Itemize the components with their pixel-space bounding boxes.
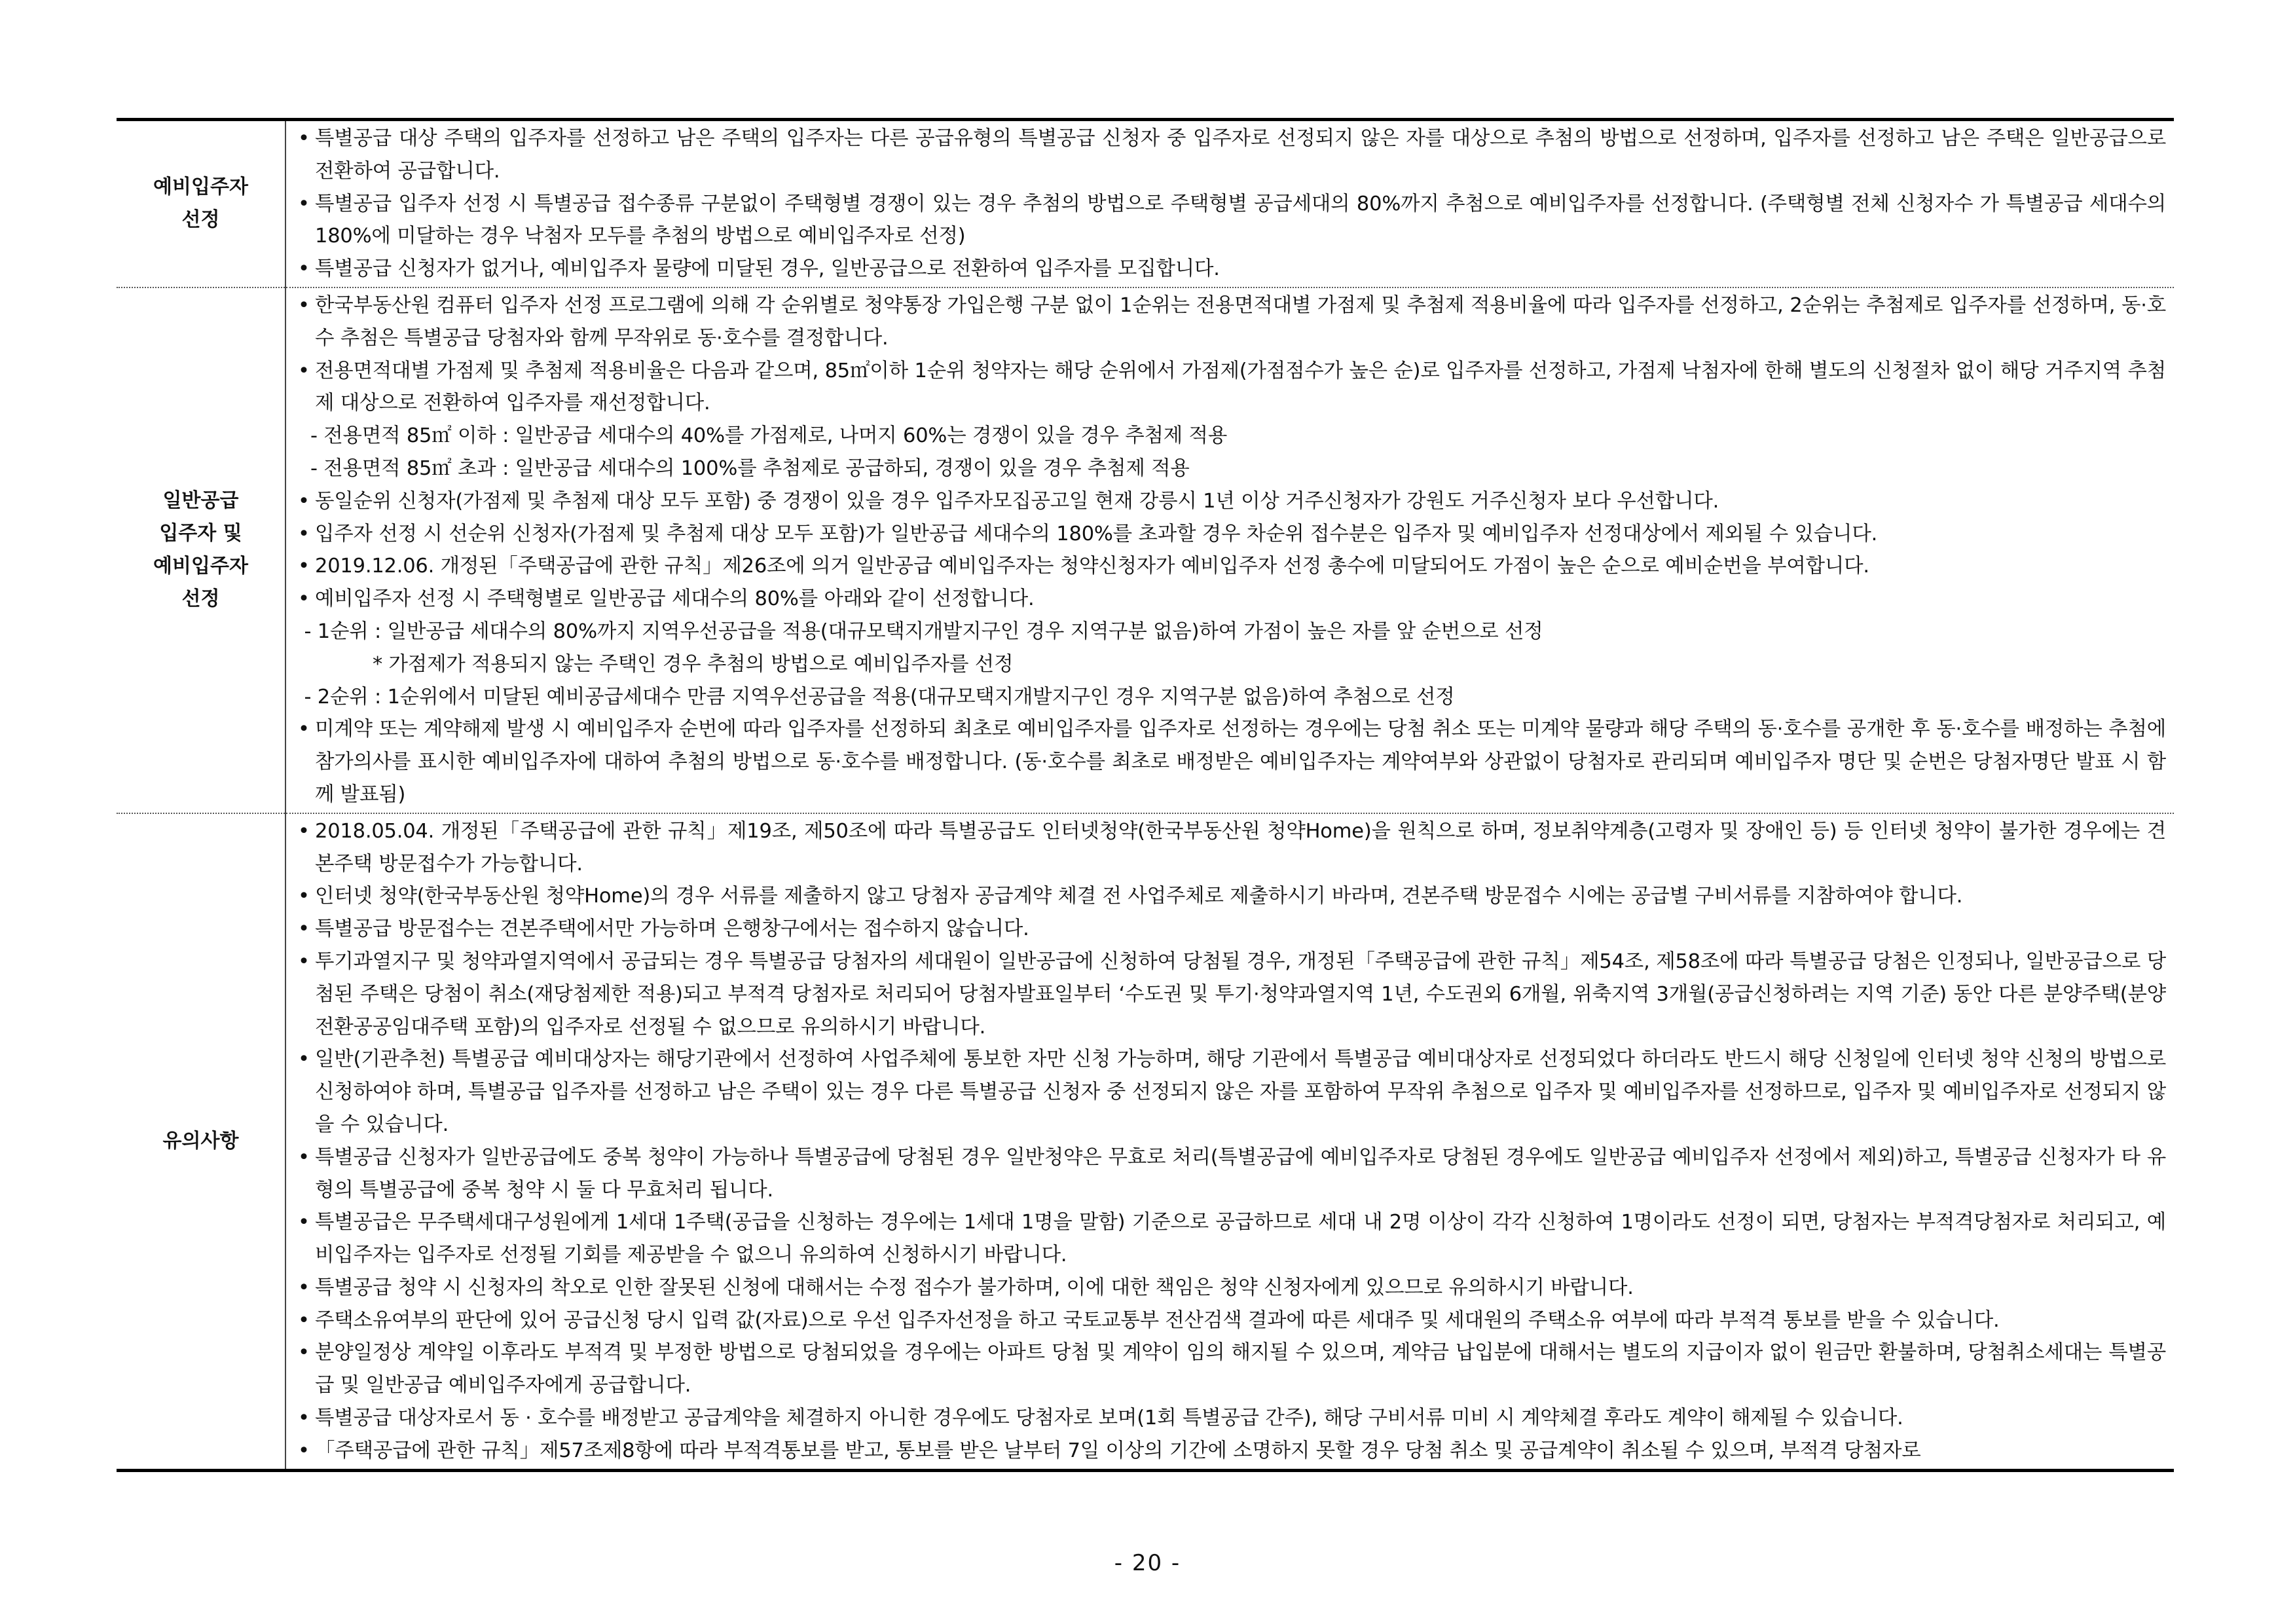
list-item	[298, 1043, 2166, 1141]
label-line: 일반공급	[162, 489, 239, 513]
list-item	[298, 518, 2166, 551]
sub-item: - 전용면적 85㎡ 이하 : 일반공급 세대수의 40%를 가점제로, 나머지 60%는 경쟁이 있을 경우 추첨제 적용	[298, 424, 1228, 448]
bullet-icon: •	[298, 555, 310, 578]
bullet-icon: •	[298, 257, 310, 281]
row-label-general	[117, 287, 285, 813]
list-item	[298, 1141, 2166, 1207]
list-item	[298, 1337, 2166, 1402]
list-item	[298, 122, 2166, 188]
bullet-icon: •	[298, 127, 310, 150]
row-reserve-selection	[117, 120, 2174, 287]
list-item	[298, 550, 2166, 583]
bullet-icon: •	[298, 522, 310, 545]
row-general-selection	[117, 287, 2174, 813]
list-item	[298, 946, 2166, 1043]
label-line: 선정	[181, 587, 220, 611]
row-notes	[117, 813, 2174, 1470]
bullet-icon: •	[298, 359, 310, 382]
bullet-icon: •	[298, 917, 310, 941]
label-line: 입주자 및	[159, 522, 242, 545]
bullet-icon: •	[298, 489, 310, 513]
item-text: 특별공급 입주자 선정 시 특별공급 접수종류 구분없이 주택형별 경쟁이 있는 경우 추첨의 방법으로 주택형별 공급세대의 80%까지 추첨으로 예비입주자를 선정합니다. (주택형별 전체 신청자수 가 특별공급 세대수의 180%에 미달하는 경우 낙첨자 모두를 추첨의 방법으로 예비입주자로 선정)	[315, 192, 2166, 248]
list-item	[298, 880, 2166, 913]
row-content-general	[285, 287, 2174, 813]
item-text: 전용면적대별 가점제 및 추첨제 적용비율은 다음과 같으며, 85㎡이하 1순위 청약자는 해당 순위에서 가점제(가점점수가 높은 순)로 입주자를 선정하고, 가점제 낙첨자에 한해 별도의 신청절차 없이 해당 거주지역 추첨제 대상으로 전환하여 입주자를 재선정합니다.	[315, 359, 2166, 415]
list-item	[298, 355, 2166, 420]
item-text: 특별공급 대상자로서 동 · 호수를 배정받고 공급계약을 체결하지 아니한 경우에도 당첨자로 보며(1회 특별공급 간주), 해당 구비서류 미비 시 계약체결 후라도 계약이 해제될 수 있습니다.	[315, 1407, 1903, 1430]
item-text: 특별공급 청약 시 신청자의 착오로 인한 잘못된 신청에 대해서는 수정 접수가 불가하며, 이에 대한 책임은 청약 신청자에게 있으므로 유의하시기 바랍니다.	[315, 1276, 1634, 1299]
bullet-icon: •	[298, 1211, 310, 1234]
bullet-icon: •	[298, 1048, 310, 1071]
label-line: 선정	[181, 208, 220, 232]
label-line: 예비입주자	[153, 555, 248, 578]
sub-item: - 2순위 : 1순위에서 미달된 예비공급세대수 만큼 지역우선공급을 적용(대규모택지개발지구인 경우 지역구분 없음)하여 추첨으로 선정	[298, 685, 1455, 709]
item-text: 미계약 또는 계약해제 발생 시 예비입주자 순번에 따라 입주자를 선정하되 최초로 예비입주자를 입주자로 선정하는 경우에는 당첨 취소 또는 미계약 물량과 해당 주택의 동·호수를 공개한 후 동·호수를 배정하는 추첨에 참가의사를 표시한 예비입주자에 대하여 추첨의 방법으로 동·호수를 배정합니다. (동·호수를 최초로 배정받은 예비입주자는 계약여부와 상관없이 당첨자로 관리되며 예비입주자 명단 및 순번은 당첨자명단 발표 시 함께 발표됨)	[315, 718, 2166, 806]
item-text: 인터넷 청약(한국부동산원 청약Home)의 경우 서류를 제출하지 않고 당첨자 공급계약 체결 전 사업주체로 제출하시기 바라며, 견본주택 방문접수 시에는 공급별 구비서류를 지참하여야 합니다.	[315, 885, 1963, 908]
item-text: 특별공급 신청자가 일반공급에도 중복 청약이 가능하나 특별공급에 당첨된 경우 일반청약은 무효로 처리(특별공급에 예비입주자로 당첨된 경우에도 일반공급 예비입주자 선정에서 제외)하고, 특별공급 신청자가 타 유형의 특별공급에 중복 청약 시 둘 다 무효처리 됩니다.	[315, 1145, 2166, 1202]
sub-item: - 1순위 : 일반공급 세대수의 80%까지 지역우선공급을 적용(대규모택지개발지구인 경우 지역구분 없음)하여 가점이 높은 자를 앞 순번으로 선정	[298, 619, 1543, 643]
bullet-icon: •	[298, 293, 310, 317]
list-item	[298, 913, 2166, 946]
bullet-icon: •	[298, 950, 310, 973]
bullet-icon: •	[298, 192, 310, 215]
bullet-icon: •	[298, 1407, 310, 1430]
row-label-notes	[117, 813, 285, 1470]
item-text: 2019.12.06. 개정된「주택공급에 관한 규칙」제26조에 의거 일반공급 예비입주자는 청약신청자가 예비입주자 선정 총수에 미달되어도 가점이 높은 순으로 예비순번을 부여합니다.	[315, 555, 1869, 578]
label-line: 예비입주자	[153, 175, 248, 199]
bullet-icon: •	[298, 587, 310, 611]
list-item	[298, 253, 2166, 286]
item-text: 일반(기관추천) 특별공급 예비대상자는 해당기관에서 선정하여 사업주체에 통보한 자만 신청 가능하며, 해당 기관에서 특별공급 예비대상자로 선정되었다 하더라도 반드시 해당 신청일에 인터넷 청약 신청의 방법으로 신청하여야 하며, 특별공급 입주자를 선정하고 남은 주택이 있는 경우 다른 특별공급 신청자 중 선정되지 않은 자를 포함하여 무작위 추첨으로 입주자 및 예비입주자를 선정하므로, 입주자 및 예비입주자로 선정되지 않을 수 있습니다.	[315, 1048, 2166, 1136]
bullet-icon: •	[298, 1308, 310, 1332]
item-text: 동일순위 신청자(가점제 및 추첨제 대상 모두 포함) 중 경쟁이 있을 경우 입주자모집공고일 현재 강릉시 1년 이상 거주신청자가 강원도 거주신청자 보다 우선합니다.	[315, 489, 1719, 513]
list-item	[298, 815, 2166, 881]
bullet-icon: •	[298, 718, 310, 741]
item-text: 투기과열지구 및 청약과열지역에서 공급되는 경우 특별공급 당첨자의 세대원이 일반공급에 신청하여 당첨될 경우, 개정된「주택공급에 관한 규칙」제54조, 제58조에 따라 특별공급 당첨은 인정되나, 일반공급으로 당첨된 주택은 당첨이 취소(재당첨제한 적용)되고 부적격 당첨자로 처리되어 당첨자발표일부터 ‘수도권 및 투기·청약과열지역 1년, 수도권외 6개월, 위축지역 3개월(공급신청하려는 지역 기준) 동안 다른 분양주택(분양전환공공임대주택 포함)의 입주자로 선정될 수 없으므로 유의하시기 바랍니다.	[315, 950, 2166, 1039]
list-item	[298, 289, 2166, 355]
item-text: 입주자 선정 시 선순위 신청자(가점제 및 추첨제 대상 모두 포함)가 일반공급 세대수의 180%를 초과할 경우 차순위 접수분은 입주자 및 예비입주자 선정대상에서 제외될 수 있습니다.	[315, 522, 1878, 545]
bullet-icon: •	[298, 819, 310, 843]
item-text: 한국부동산원 컴퓨터 입주자 선정 프로그램에 의해 각 순위별로 청약통장 가입은행 구분 없이 1순위는 전용면적대별 가점제 및 추첨제 적용비율에 따라 입주자를 선정하고, 2순위는 추첨제로 입주자를 선정하며, 동·호수 추첨은 특별공급 당첨자와 함께 무작위로 동·호수를 결정합니다.	[315, 293, 2166, 350]
sub-item: * 가점제가 적용되지 않는 주택인 경우 추첨의 방법으로 예비입주자를 선정	[298, 652, 1014, 676]
item-text: 주택소유여부의 판단에 있어 공급신청 당시 입력 값(자료)으로 우선 입주자선정을 하고 국토교통부 전산검색 결과에 따른 세대주 및 세대원의 주택소유 여부에 따라 부적격 통보를 받을 수 있습니다.	[315, 1308, 2000, 1332]
bullet-icon: •	[298, 1276, 310, 1299]
item-text: 분양일정상 계약일 이후라도 부적격 및 부정한 방법으로 당첨되었을 경우에는 아파트 당첨 및 계약이 임의 해지될 수 있으며, 계약금 납입분에 대해서는 별도의 지급이자 없이 원금만 환불하며, 당첨취소세대는 특별공급 및 일반공급 예비입주자에게 공급합니다.	[315, 1341, 2166, 1397]
list-item	[298, 1272, 2166, 1304]
list-item	[298, 1304, 2166, 1337]
item-text: 특별공급 신청자가 없거나, 예비입주자 물량에 미달된 경우, 일반공급으로 전환하여 입주자를 모집합니다.	[315, 257, 1220, 281]
page-number: - 20 -	[1114, 1550, 1181, 1576]
bullet-icon: •	[298, 1341, 310, 1365]
content-table	[117, 118, 2174, 1472]
label-line: 유의사항	[162, 1129, 239, 1153]
item-text: 특별공급 방문접수는 견본주택에서만 가능하며 은행창구에서는 접수하지 않습니다.	[315, 917, 1029, 941]
item-text: 2018.05.04. 개정된「주택공급에 관한 규칙」제19조, 제50조에 따라 특별공급도 인터넷청약(한국부동산원 청약Home)을 원칙으로 하며, 정보취약계층(고령자 및 장애인 등) 등 인터넷 청약이 불가한 경우에는 견본주택 방문접수가 가능합니다.	[315, 819, 2166, 876]
list-item	[298, 1402, 2166, 1435]
list-item	[298, 713, 2166, 811]
list-item	[298, 583, 2166, 616]
item-text: 「주택공급에 관한 규칙」제57조제8항에 따라 부적격통보를 받고, 통보를 받은 날부터 7일 이상의 기간에 소명하지 못할 경우 당첨 취소 및 공급계약이 취소될 수 있으며, 부적격 당첨자로	[315, 1439, 1921, 1462]
list-item	[298, 1435, 2166, 1467]
row-content-notes	[285, 813, 2174, 1470]
list-item	[298, 188, 2166, 253]
row-label-reserve	[117, 120, 285, 287]
bullet-icon: •	[298, 1439, 310, 1462]
bullet-icon: •	[298, 885, 310, 908]
item-text: 특별공급은 무주택세대구성원에게 1세대 1주택(공급을 신청하는 경우에는 1세대 1명을 말함) 기준으로 공급하므로 세대 내 2명 이상이 각각 신청하여 1명이라도 선정이 되면, 당첨자는 부적격당첨자로 처리되고, 예비입주자는 입주자로 선정될 기회를 제공받을 수 없으니 유의하여 신청하시기 바랍니다.	[315, 1211, 2166, 1267]
list-item	[298, 485, 2166, 518]
bullet-icon: •	[298, 1145, 310, 1169]
list-item	[298, 1206, 2166, 1272]
sub-item: - 전용면적 85㎡ 초과 : 일반공급 세대수의 100%를 추첨제로 공급하되, 경쟁이 있을 경우 추첨제 적용	[298, 456, 1190, 480]
item-text: 특별공급 대상 주택의 입주자를 선정하고 남은 주택의 입주자는 다른 공급유형의 특별공급 신청자 중 입주자로 선정되지 않은 자를 대상으로 추첨의 방법으로 선정하며, 입주자를 선정하고 남은 주택은 일반공급으로 전환하여 공급합니다.	[315, 127, 2166, 183]
row-content-reserve	[285, 120, 2174, 287]
item-text: 예비입주자 선정 시 주택형별로 일반공급 세대수의 80%를 아래와 같이 선정합니다.	[315, 587, 1035, 611]
